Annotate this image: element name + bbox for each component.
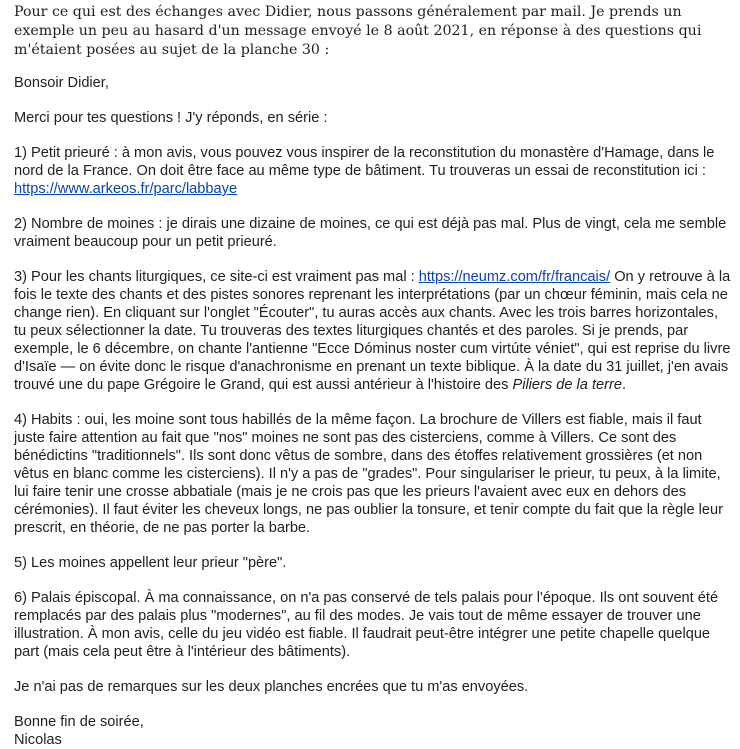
- answer-4: 4) Habits : oui, les moine sont tous habillés de la même façon. La brochure de Villers est fiable, mais il faut juste faire attention au fait que "nos" moines ne sont pas des cisterciens, comme à Villers. Ce sont des bénédictins "traditionnels". Ils sont donc vêtus de sombre, dans des étoffes relativement grossières (et non vêtus en blanc comme les cisterciens). Il n'y a pas de "grades". Pour singulariser le prieur, tu peux, à la limite, lui faire tenir une crosse abbatiale (mais je ne crois pas que les prieurs l'avaient avec eux en dehors des cérémonies). Il faut éviter les cheveux longs, ne pas oublier la tonsure, et tenir compte du fait que la règle leur prescrit, en théorie, de ne pas porter la barbe.: [14, 412, 723, 536]
- closing: Bonne fin de soirée,: [14, 714, 144, 730]
- arkeos-link[interactable]: https://www.arkeos.fr/parc/labbaye: [14, 181, 238, 197]
- answer-5: 5) Les moines appellent leur prieur "père".: [14, 555, 287, 571]
- email-body: [14, 74, 732, 749]
- answer-1: [14, 144, 732, 198]
- answer-3-end: .: [621, 377, 627, 393]
- book-title: Piliers de la terre: [512, 377, 622, 393]
- answer-3-intro: 3) Pour les chants liturgiques, ce site-ci est vraiment pas mal :: [14, 269, 419, 285]
- answer-6: 6) Palais épiscopal. À ma connaissance, on n'a pas conservé de tels palais pour l'époque. Ils ont souvent été remplacés par des palais plus "modernes", au fil des modes. Je vais tout de même essayer de trouver une illustration. À mon avis, celle du jeu vidéo est fiable. Il faudrait peut-être intégrer une petite chapelle quelque part (mais cela peut être à l'intérieur des bâtiments).: [14, 590, 719, 660]
- answer-3: [14, 268, 732, 394]
- intro-paragraph: Pour ce qui est des échanges avec Didier, nous passons généralement par mail. Je prends un exemple un peu au hasard d'un message envoyé le 8 août 2021, en réponse à des questions qui m'étaient posées au sujet de la planche 30 :: [14, 4, 702, 58]
- signature: Nicolas: [14, 732, 62, 748]
- answer-1-text: 1) Petit prieuré : à mon avis, vous pouvez vous inspirer de la reconstitution du monastère d'Hamage, dans le nord de la France. On doit être face au même type de bâtiment. Tu trouveras un essai de reconstitution ici :: [14, 145, 715, 179]
- email-thanks: Merci pour tes questions ! J'y réponds, en série :: [14, 110, 328, 126]
- answer-3-text: On y retrouve à la fois le texte des chants et des pistes sonores reprenant les interprétations (par un chœur féminin, mais cela ne change rien). En cliquant sur l'onglet "Écouter", tu auras accès aux chants. Avec les trois barres horizontales, tu peux sélectionner la date. Tu trouveras des textes liturgiques chantés et des paroles. Si je prends, par exemple, le 6 décembre, on chante l'antienne "Ecce Dóminus noster cum virtúte véniet", qui est reprise du livre d'Isaïe — on évite donc le risque d'anachronisme en prenant un texte biblique. À la date du 31 juillet, j'en avais trouvé une du pape Grégoire le Grand, qui est aussi antérieur à l'histoire des: [14, 269, 731, 393]
- neumz-link[interactable]: https://neumz.com/fr/francais/: [418, 269, 611, 285]
- answer-2: 2) Nombre de moines : je dirais une dizaine de moines, ce qui est déjà pas mal. Plus de vingt, cela me semble vraiment beaucoup pour un petit prieuré.: [14, 216, 727, 250]
- email-greeting: Bonsoir Didier,: [14, 75, 109, 91]
- signature-block: [14, 713, 732, 749]
- remarks: Je n'ai pas de remarques sur les deux planches encrées que tu m'as envoyées.: [14, 679, 529, 695]
